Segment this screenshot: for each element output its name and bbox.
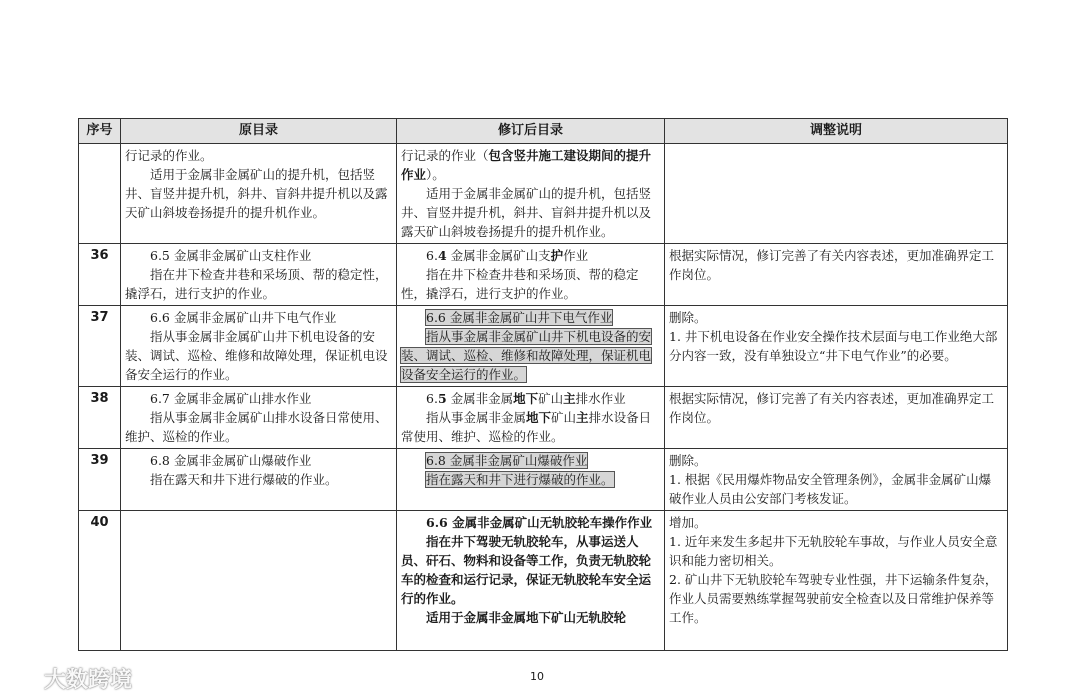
original-line: 指在露天和井下进行爆破的作业。 [150,472,338,487]
revised-line [401,451,660,470]
note-line: 2. 矿山井下无轨胶轮车驾驶专业性强，井下运输条件复杂，作业人员需要熟练掌握驾驶前安全检查以及日常维护保养等工作。 [669,572,998,625]
revised-changed-text: 地下 [526,410,552,425]
watermark [6,663,132,694]
original-line: 指在井下检查井巷和采场顶、帮的稳定性，撬浮石，进行支护的作业。 [125,267,388,301]
row-revised [397,306,665,387]
row-original [121,511,397,651]
watermark-text: 大数跨境 [44,668,133,693]
original-line: 指从事金属非金属矿山井下机电设备的安装、调试、巡检、维修和故障处理，保证机电设备安全运行的作业。 [125,329,388,382]
row-revised [397,144,665,244]
row-revised [397,449,665,511]
revised-line [401,470,660,489]
row-original [121,144,397,244]
row-revised [397,387,665,449]
revised-line [401,308,660,327]
revised-changed-text: 地下 [513,391,539,406]
table-row [79,511,1008,651]
note-line: 1. 井下机电设备在作业安全操作技术层面与电工作业绝大部分内容一致，没有单独设立“井下电气作业”的必要。 [669,329,998,363]
row-note [665,511,1008,651]
revised-text: 行记录的作业（ [401,148,489,163]
header-note: 调整说明 [665,119,1008,144]
revised-text: 6. [426,248,438,263]
table-row [79,306,1008,387]
row-seq [79,144,121,244]
revised-line: 指在井下检查井巷和采场顶、帮的稳定性，撬浮石，进行支护的作业。 [401,267,639,301]
note-line: 1. 根据《民用爆炸物品安全管理条例》，金属非金属矿山爆破作业人员由公安部门考核发证。 [669,472,992,506]
revised-line [401,327,660,384]
revised-changed-text: 4 [437,248,447,263]
original-line: 6.7 金属非金属矿山排水作业 [150,391,312,406]
deleted-highlight: 指从事金属非金属矿山井下机电设备的安装、调试、巡检、维修和故障处理，保证机电设备安全运行的作业。 [401,329,652,382]
note-line: 1. 近年来发生多起井下无轨胶轮车事故，与作业人员安全意识和能力密切相关。 [669,534,998,568]
revised-text: ）。 [426,167,445,182]
revised-line: 适用于金属非金属矿山的提升机，包括竖井、盲竖井提升机，斜井、盲斜井提升机以及露天矿山斜坡卷扬提升的提升机作业。 [401,186,652,239]
note-line: 增加。 [669,515,707,530]
deleted-highlight: 6.6 金属非金属矿山井下电气作业 [426,310,613,325]
original-line: 6.6 金属非金属矿山井下电气作业 [150,310,337,325]
revised-line [401,146,660,184]
row-original [121,449,397,511]
row-seq: 38 [79,387,121,449]
table-row [79,144,1008,244]
row-seq: 37 [79,306,121,387]
revised-changed-text: 5 [437,391,447,406]
revised-added-text: 包含竖井施工建设期间的提升作业 [401,148,652,182]
watermark-logo-icon [6,667,40,691]
revised-text: 6. [426,391,438,406]
revised-text: 金属非金属 [446,391,514,406]
row-note [665,387,1008,449]
deleted-highlight: 指在露天和井下进行爆破的作业。 [426,472,614,487]
header-original: 原目录 [121,119,397,144]
row-original [121,244,397,306]
note-line: 根据实际情况，修订完善了有关内容表述，更加准确界定工作岗位。 [669,248,995,282]
original-line: 行记录的作业。 [125,148,213,163]
revised-text: 排水设备日常使用、维护、巡检的作业。 [401,410,652,444]
page-number: 10 [530,670,544,683]
revised-changed-text: 主 [576,410,589,425]
revised-line [401,408,660,446]
note-line: 删除。 [669,453,707,468]
deleted-highlight: 6.8 金属非金属矿山爆破作业 [426,453,588,468]
table-row [79,244,1008,306]
revised-line: 指在井下驾驶无轨胶轮车，从事运送人员、矸石、物料和设备等工作，负责无轨胶轮车的检查和运行记录，保证无轨胶轮车安全运行的作业。 [401,534,652,606]
row-revised [397,511,665,651]
note-line: 删除。 [669,310,707,325]
row-note [665,306,1008,387]
original-line: 6.5 金属非金属矿山支柱作业 [150,248,312,263]
row-note [665,244,1008,306]
row-seq: 40 [79,511,121,651]
row-original [121,306,397,387]
revised-line: 适用于金属非金属地下矿山无轨胶轮 [426,610,627,625]
row-note [665,144,1008,244]
header-seq: 序号 [79,119,121,144]
revised-text: 矿山 [551,410,577,425]
revised-text: 矿山 [538,391,564,406]
revised-text: 排水作业 [575,391,626,406]
row-original [121,387,397,449]
revised-text: 金属非金属矿山支 [446,248,551,263]
row-revised [397,244,665,306]
original-line: 6.8 金属非金属矿山爆破作业 [150,453,312,468]
row-note [665,449,1008,511]
revised-line: 6.6 金属非金属矿山无轨胶轮车操作作业 [426,515,653,530]
original-line: 指从事金属非金属矿山排水设备日常使用、维护、巡检的作业。 [125,410,388,444]
table-row [79,449,1008,511]
revised-changed-text: 主 [563,391,576,406]
revision-table [78,118,1008,651]
revised-text: 作业 [563,248,589,263]
row-seq: 39 [79,449,121,511]
table-header-row [79,119,1008,144]
revised-line [401,246,660,265]
revised-text: 指从事金属非金属 [426,410,527,425]
header-revised: 修订后目录 [397,119,665,144]
row-seq: 36 [79,244,121,306]
revised-line [401,389,660,408]
note-line: 根据实际情况，修订完善了有关内容表述，更加准确界定工作岗位。 [669,391,995,425]
original-line: 适用于金属非金属矿山的提升机，包括竖井、盲竖井提升机，斜井、盲斜井提升机以及露天矿山斜坡卷扬提升的提升机作业。 [125,167,388,220]
revised-changed-text: 护 [550,248,564,263]
table-row [79,387,1008,449]
